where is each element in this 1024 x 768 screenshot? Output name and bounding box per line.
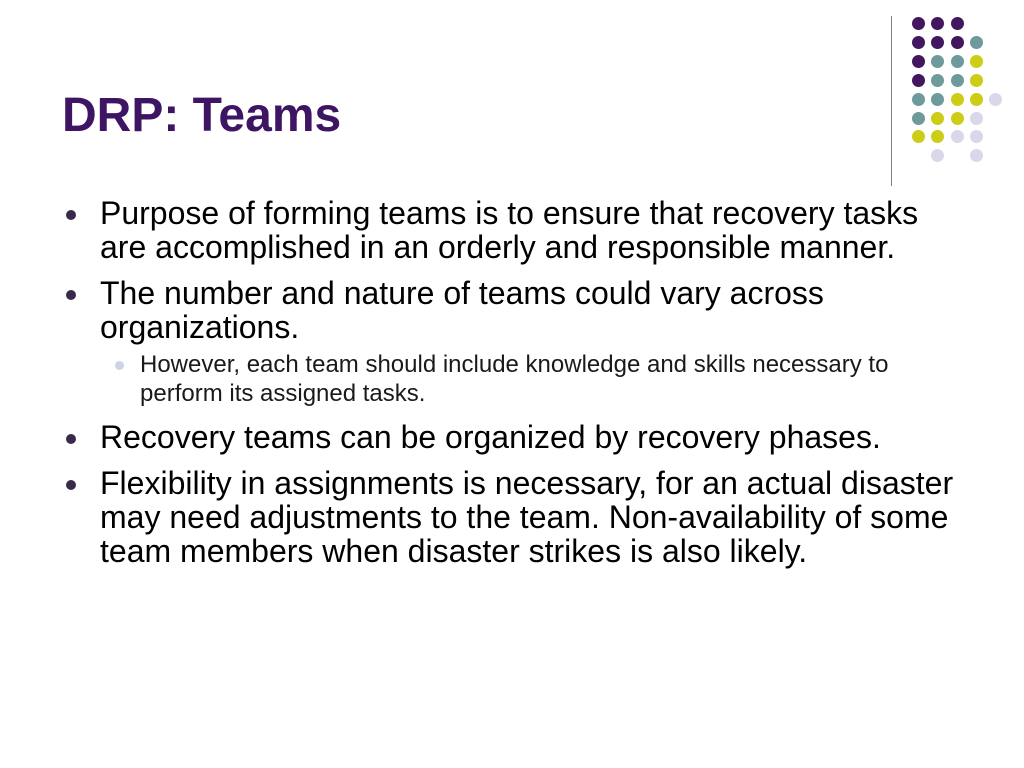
bullet-item <box>62 466 962 568</box>
decorative-dot-icon <box>951 93 964 106</box>
decorative-dot-icon <box>912 74 925 87</box>
decorative-dot-icon <box>970 130 983 143</box>
decorative-dot-icon <box>912 55 925 68</box>
decorative-dot-icon <box>970 93 983 106</box>
slide-body <box>62 196 962 580</box>
decorative-dot-icon <box>912 130 925 143</box>
decorative-dot-icon <box>912 112 925 125</box>
bullet-item <box>62 196 962 264</box>
bullet-dot-icon <box>66 480 76 490</box>
bullet-text: Flexibility in assignments is necessary, for an actual disaster may need adjustments to the team. Non-availability of some team members when disaster strikes is also likely. <box>100 465 954 569</box>
bullet-text: Purpose of forming teams is to ensure that recovery tasks are accomplished in an orderly and responsible manner. <box>100 195 919 265</box>
decorative-dot-icon <box>931 149 944 162</box>
decorative-dot-icon <box>931 74 944 87</box>
decorative-dot-icon <box>989 93 1002 106</box>
decorative-dot-icon <box>970 36 983 49</box>
bullet-text: Recovery teams can be organized by recovery phases. <box>100 419 881 455</box>
bullet-item <box>62 420 962 454</box>
title-divider-line <box>891 16 892 186</box>
decorative-dot-icon <box>951 36 964 49</box>
decorative-dot-icon <box>951 130 964 143</box>
bullet-item <box>62 276 962 408</box>
decorative-dot-icon <box>951 55 964 68</box>
decorative-dot-icon <box>970 74 983 87</box>
decorative-dot-icon <box>951 74 964 87</box>
decorative-dot-icon <box>931 112 944 125</box>
decorative-dot-icon <box>912 17 925 30</box>
decorative-dot-icon <box>912 36 925 49</box>
decorative-dot-icon <box>970 55 983 68</box>
decorative-dot-icon <box>951 112 964 125</box>
sub-bullet-text: However, each team should include knowledge and skills necessary to perform its assigned tasks. <box>140 351 889 407</box>
decorative-dot-icon <box>970 149 983 162</box>
decorative-dot-icon <box>931 36 944 49</box>
bullet-text: The number and nature of teams could vary across organizations. <box>100 275 824 345</box>
decorative-dot-icon <box>931 55 944 68</box>
decorative-dot-icon <box>931 93 944 106</box>
decorative-dot-icon <box>931 17 944 30</box>
decorative-dot-icon <box>951 17 964 30</box>
slide-title: DRP: Teams <box>62 89 342 142</box>
sub-bullet-dot-icon <box>115 361 124 370</box>
bullet-dot-icon <box>66 290 76 300</box>
bullet-dot-icon <box>66 434 76 444</box>
decorative-dot-icon <box>931 130 944 143</box>
sub-bullet-item <box>100 350 962 408</box>
decorative-dot-icon <box>970 112 983 125</box>
decorative-dot-icon <box>912 93 925 106</box>
sub-bullet-list <box>100 350 962 408</box>
bullet-dot-icon <box>66 210 76 220</box>
